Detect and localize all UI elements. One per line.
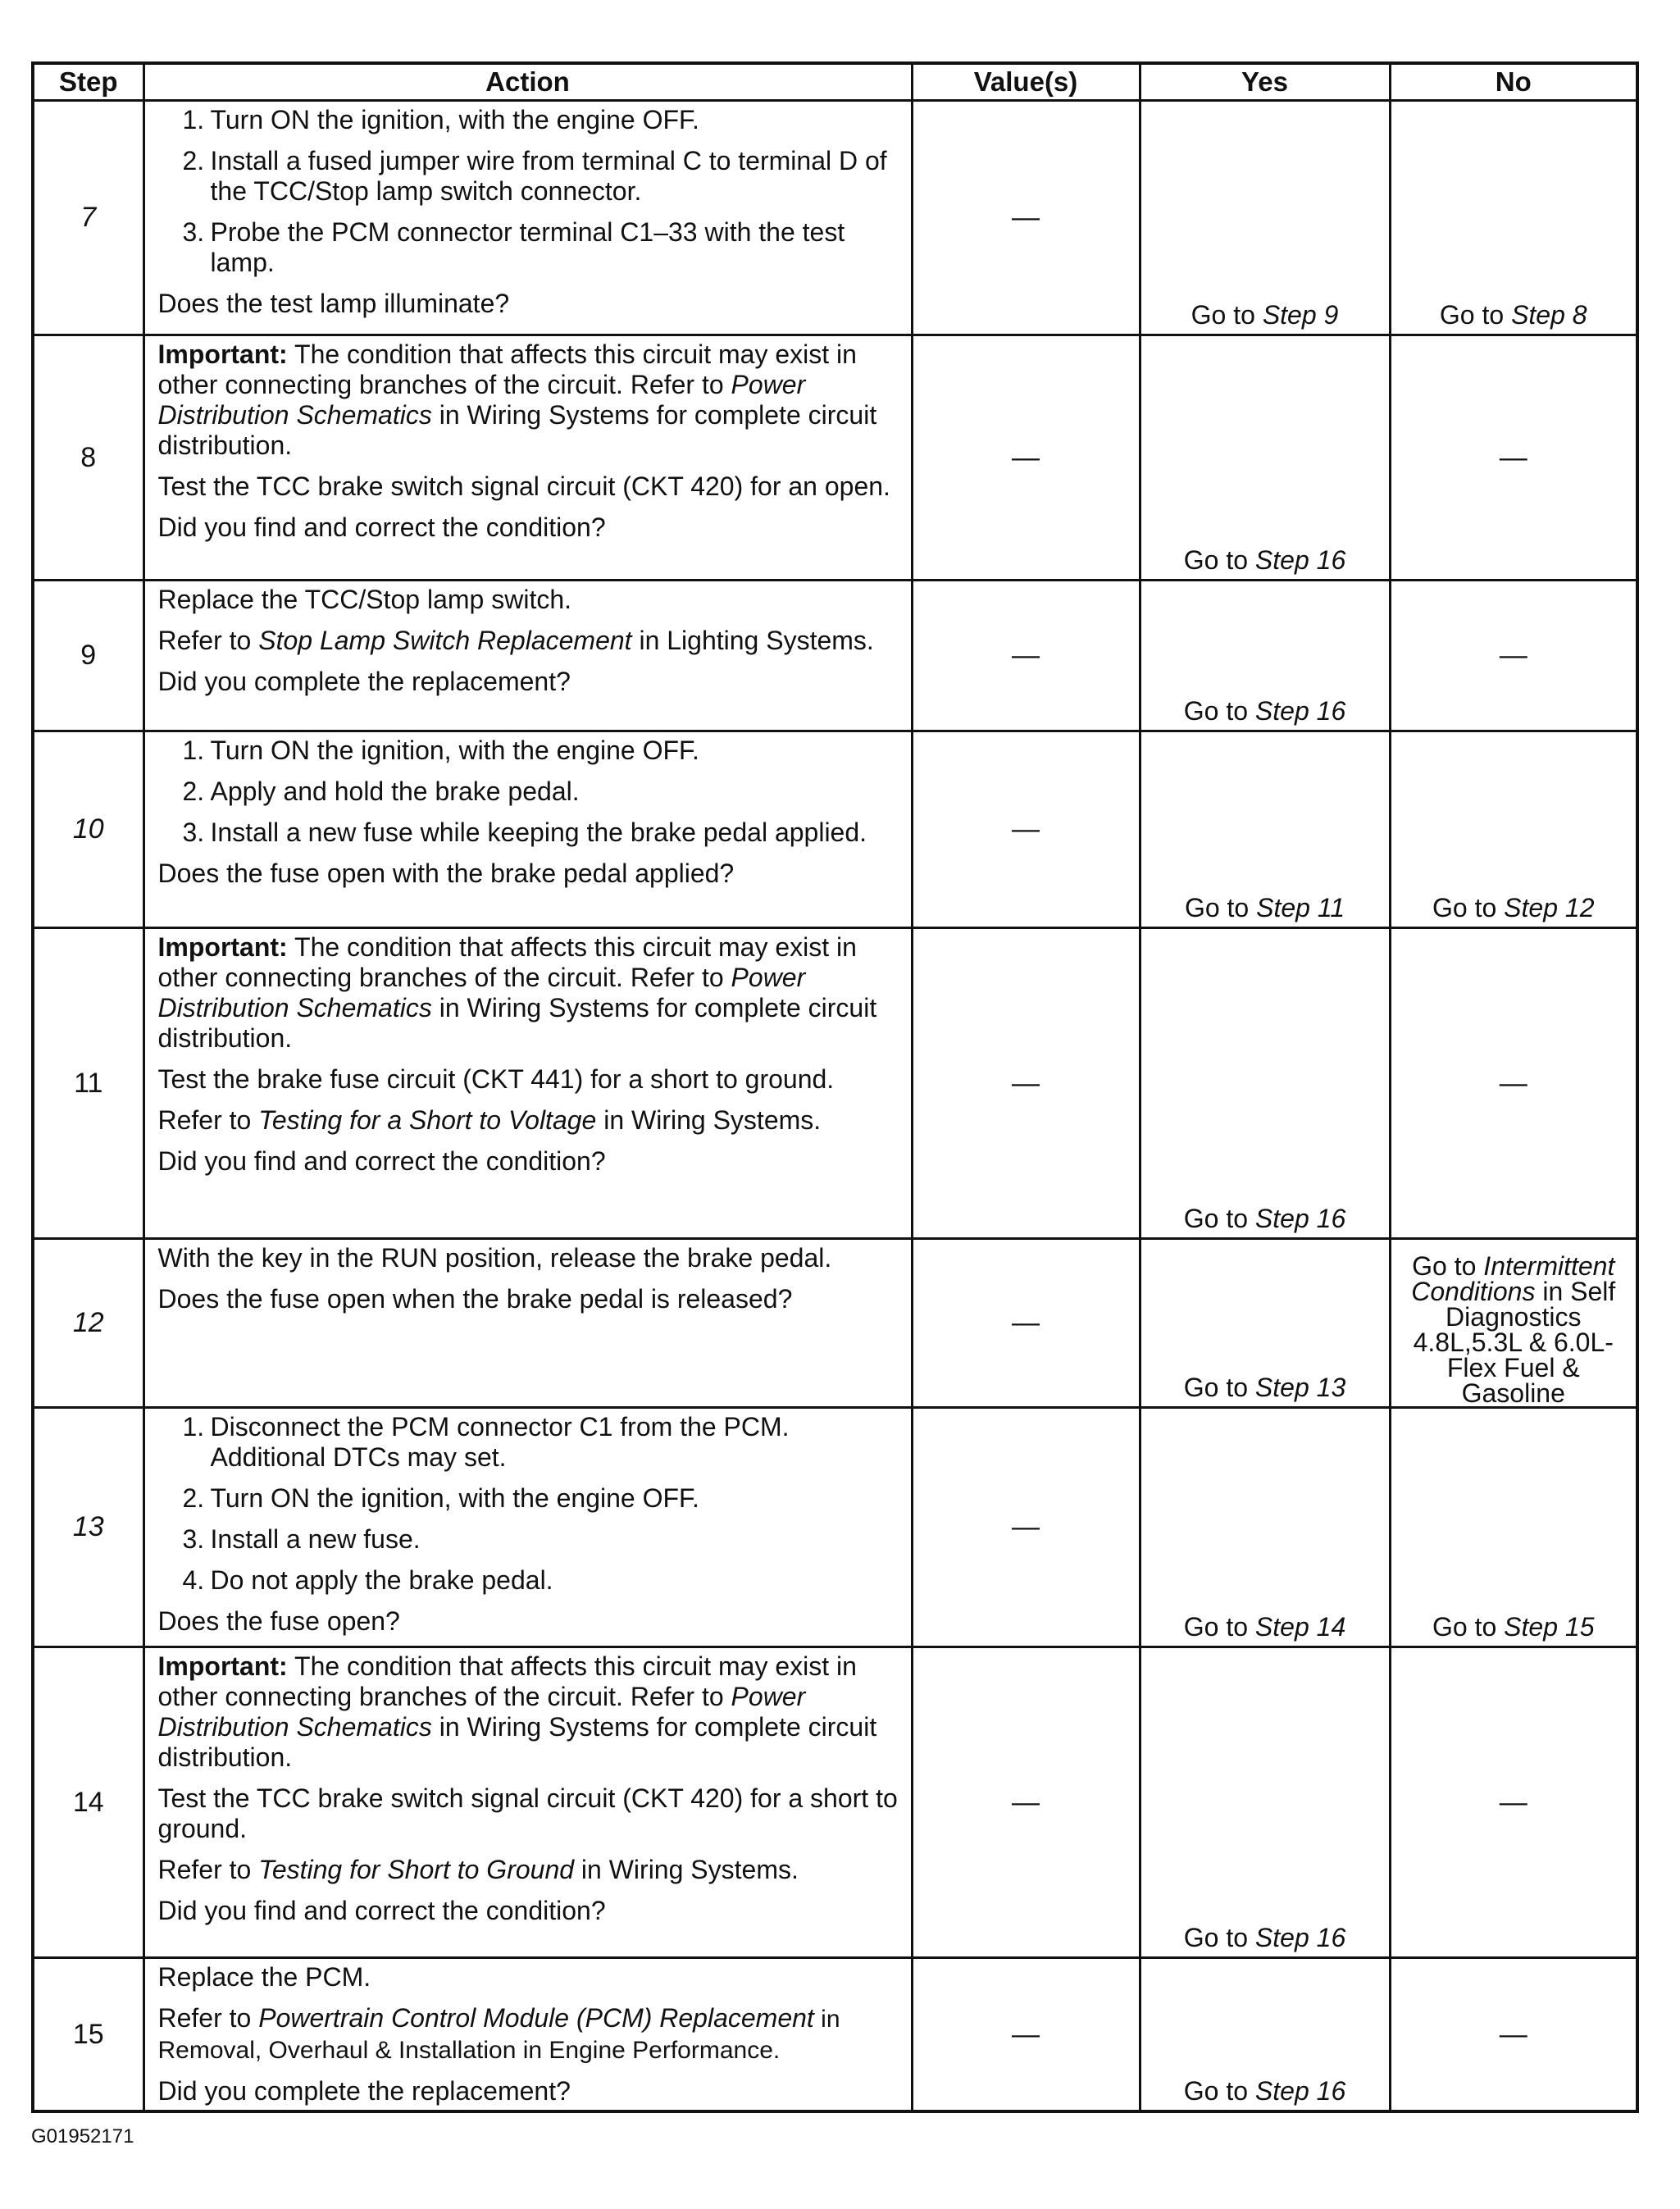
value-cell: — bbox=[912, 1408, 1140, 1647]
step-number: 9 bbox=[33, 581, 143, 731]
question-text: Did you find and correct the condition? bbox=[157, 1896, 606, 1925]
reference-text: Refer to Testing for a Short to Voltage in Wiring Systems. bbox=[157, 1105, 822, 1135]
yes-cell: Go to Step 16 bbox=[1140, 335, 1390, 581]
instruction-text: Replace the TCC/Stop lamp switch. bbox=[157, 585, 572, 614]
action-cell bbox=[143, 731, 912, 928]
action-cell bbox=[143, 1647, 912, 1958]
header-yes: Yes bbox=[1140, 63, 1390, 101]
figure-id: G01952171 bbox=[31, 2125, 134, 2148]
header-row bbox=[33, 63, 1637, 101]
no-cell: Go to Step 12 bbox=[1390, 731, 1637, 928]
instruction-text: Replace the PCM. bbox=[157, 1962, 371, 1992]
value-cell: — bbox=[912, 101, 1140, 335]
list-item: 3. Probe the PCM connector terminal C1–33 with the test lamp. bbox=[182, 217, 845, 277]
table-row-step-13 bbox=[33, 1408, 1637, 1647]
step-number: 12 bbox=[33, 1239, 143, 1408]
list-item: 2. Apply and hold the brake pedal. bbox=[182, 777, 580, 806]
list-item: 3. Install a new fuse while keeping the brake pedal applied. bbox=[182, 818, 867, 847]
diagnostic-document bbox=[31, 61, 1636, 2113]
step-number: 14 bbox=[33, 1647, 143, 1958]
list-item: 2. Install a fused jumper wire from terminal C to terminal D of the TCC/Stop lamp switch connector. bbox=[182, 146, 887, 206]
no-cell: Go to Step 8 bbox=[1390, 101, 1637, 335]
no-cell: — bbox=[1390, 1647, 1637, 1958]
yes-cell: Go to Step 16 bbox=[1140, 581, 1390, 731]
list-item: 1. Disconnect the PCM connector C1 from the PCM. Additional DTCs may set. bbox=[182, 1412, 790, 1472]
reference-text: Refer to Stop Lamp Switch Replacement in Lighting Systems. bbox=[157, 626, 874, 655]
value-cell: — bbox=[912, 335, 1140, 581]
yes-cell: Go to Step 16 bbox=[1140, 928, 1390, 1239]
table-row-step-10 bbox=[33, 731, 1637, 928]
action-cell bbox=[143, 101, 912, 335]
list-item: 3. Install a new fuse. bbox=[182, 1524, 421, 1554]
action-cell bbox=[143, 1958, 912, 2112]
value-cell: — bbox=[912, 1647, 1140, 1958]
header-action: Action bbox=[143, 63, 912, 101]
value-cell: — bbox=[912, 1239, 1140, 1408]
table-row-step-9 bbox=[33, 581, 1637, 731]
yes-cell: Go to Step 9 bbox=[1140, 101, 1390, 335]
yes-cell: Go to Step 16 bbox=[1140, 1647, 1390, 1958]
list-item: 2. Turn ON the ignition, with the engine OFF. bbox=[182, 1483, 699, 1513]
header-values: Value(s) bbox=[912, 63, 1140, 101]
value-cell: — bbox=[912, 731, 1140, 928]
question-text: Does the fuse open when the brake pedal is released? bbox=[157, 1284, 793, 1314]
step-number: 15 bbox=[33, 1958, 143, 2112]
header-no: No bbox=[1390, 63, 1637, 101]
step-number: 11 bbox=[33, 928, 143, 1239]
no-cell: Go to Intermittent Conditions in Self Diagnostics 4.8L,5.3L & 6.0L- Flex Fuel & Gasoline bbox=[1390, 1239, 1637, 1408]
important-note: Important: The condition that affects this circuit may exist in other connecting branches of the circuit. Refer to Power Distribution Schematics in Wiring Systems for complete circuit distribution. bbox=[157, 1651, 877, 1772]
table-row-step-12 bbox=[33, 1239, 1637, 1408]
table-row-step-14 bbox=[33, 1647, 1637, 1958]
question-text: Does the fuse open? bbox=[157, 1606, 400, 1636]
value-cell: — bbox=[912, 928, 1140, 1239]
table-row-step-7 bbox=[33, 101, 1637, 335]
important-note: Important: The condition that affects this circuit may exist in other connecting branches of the circuit. Refer to Power Distribution Schematics in Wiring Systems for complete circuit distribution. bbox=[157, 339, 877, 460]
action-cell bbox=[143, 581, 912, 731]
yes-cell: Go to Step 16 bbox=[1140, 1958, 1390, 2112]
question-text: Did you complete the replacement? bbox=[157, 667, 571, 696]
reference-text: Refer to Powertrain Control Module (PCM) Replacement in Removal, Overhaul & Installation in Engine Performance. bbox=[157, 2003, 840, 2064]
no-cell: Go to Step 15 bbox=[1390, 1408, 1637, 1647]
step-number: 8 bbox=[33, 335, 143, 581]
list-item: 1. Turn ON the ignition, with the engine OFF. bbox=[182, 736, 699, 765]
value-cell: — bbox=[912, 1958, 1140, 2112]
yes-cell: Go to Step 11 bbox=[1140, 731, 1390, 928]
question-text: Did you find and correct the condition? bbox=[157, 512, 606, 542]
no-cell: — bbox=[1390, 335, 1637, 581]
table-row-step-15 bbox=[33, 1958, 1637, 2112]
test-instruction: Test the brake fuse circuit (CKT 441) for a short to ground. bbox=[157, 1064, 835, 1094]
no-cell: — bbox=[1390, 928, 1637, 1239]
action-cell bbox=[143, 1408, 912, 1647]
yes-cell: Go to Step 14 bbox=[1140, 1408, 1390, 1647]
action-cell bbox=[143, 928, 912, 1239]
instruction-text: With the key in the RUN position, release the brake pedal. bbox=[157, 1243, 832, 1273]
diagnostic-table bbox=[31, 61, 1639, 2113]
question-text: Did you find and correct the condition? bbox=[157, 1146, 606, 1176]
table-row-step-11 bbox=[33, 928, 1637, 1239]
yes-cell: Go to Step 13 bbox=[1140, 1239, 1390, 1408]
action-cell bbox=[143, 335, 912, 581]
step-number: 13 bbox=[33, 1408, 143, 1647]
question-text: Does the test lamp illuminate? bbox=[157, 289, 510, 318]
question-text: Did you complete the replacement? bbox=[157, 2076, 571, 2106]
reference-text: Refer to Testing for Short to Ground in Wiring Systems. bbox=[157, 1855, 799, 1884]
test-instruction: Test the TCC brake switch signal circuit (CKT 420) for an open. bbox=[157, 471, 890, 501]
value-cell: — bbox=[912, 581, 1140, 731]
question-text: Does the fuse open with the brake pedal applied? bbox=[157, 859, 735, 888]
action-cell bbox=[143, 1239, 912, 1408]
test-instruction: Test the TCC brake switch signal circuit (CKT 420) for a short to ground. bbox=[157, 1783, 898, 1843]
important-note: Important: The condition that affects this circuit may exist in other connecting branches of the circuit. Refer to Power Distribution Schematics in Wiring Systems for complete circuit distribution. bbox=[157, 932, 877, 1053]
list-item: 4. Do not apply the brake pedal. bbox=[182, 1565, 553, 1595]
table-row-step-8 bbox=[33, 335, 1637, 581]
no-cell: — bbox=[1390, 1958, 1637, 2112]
header-step: Step bbox=[33, 63, 143, 101]
step-number: 7 bbox=[33, 101, 143, 335]
list-item: 1. Turn ON the ignition, with the engine OFF. bbox=[182, 105, 699, 134]
step-number: 10 bbox=[33, 731, 143, 928]
no-cell: — bbox=[1390, 581, 1637, 731]
